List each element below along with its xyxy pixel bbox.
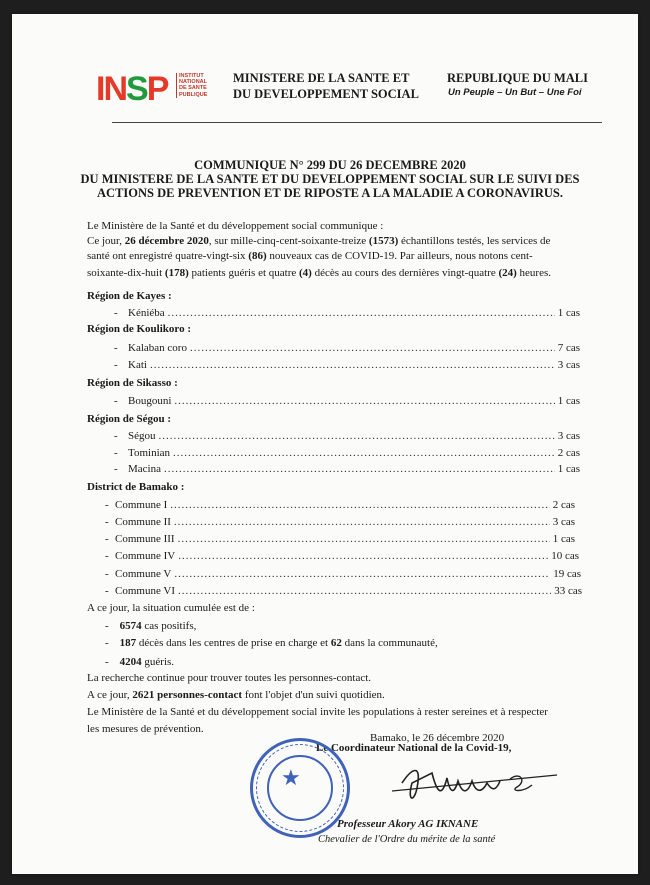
signatory-title: Chevalier de l'Ordre du mérite de la santé [318,834,496,845]
list-item: - Commune I ..... 2 cas [105,498,575,513]
list-item: - Commune IV ..... 10 cas [105,549,579,564]
national-motto: Un Peuple – Un But – Une Foi [448,87,582,98]
header-divider [112,122,602,123]
cumulative-recovered: - 4204 guéris. [105,656,175,668]
closing-line-4: les mesures de prévention. [87,723,204,735]
list-item: - Kalaban coro ..... 7 cas [114,341,580,356]
region-heading: District de Bamako : [87,481,185,493]
signature-date: Bamako, le 26 décembre 2020 [370,732,505,744]
intro-line-4: soixante-dix-huit (178) patients guéris et quatre (4) décès au cours des dernières vingt-quatre (24) heures. [87,267,552,279]
signatory-name: Professeur Akory AG IKNANE [337,818,479,830]
star-icon: ★ [281,765,301,790]
official-stamp [250,738,350,838]
list-item: - Commune VI ..... 33 cas [105,584,582,599]
list-item: - Commune III ..... 1 cas [105,532,575,547]
handwritten-signature [392,753,562,813]
intro-line-3: santé ont enregistré quatre-vingt-six (86) nouveaux cas de COVID-19. Par ailleurs, nous notons cent- [87,250,533,262]
closing-line-2: A ce jour, 2621 personnes-contact font l'objet d'un suivi quotidien. [87,689,385,701]
intro-line-1: Le Ministère de la Santé et du développement social communique : [87,220,384,232]
signature-role: Le Coordinateur National de la Covid-19, [316,742,512,754]
closing-line-1: La recherche continue pour trouver toutes les personnes-contact. [87,672,372,684]
list-item: - Commune V ..... 19 cas [105,567,581,582]
list-item: - Kéniéba ..... 1 cas [114,306,580,321]
region-heading: Région de Ségou : [87,413,172,425]
list-item: - Bougouni ..... 1 cas [114,394,580,409]
region-heading: Région de Sikasso : [87,377,178,389]
insp-logo-mark: INSP [96,70,168,108]
communique-title: COMMUNIQUE N° 299 DU 26 DECEMBRE 2020 DU MINISTERE DE LA SANTE ET DU DEVELOPPEMENT SOCIAL SUR LE SUIVI DES ACTIONS DE PREVENTION ET DE RIPOSTE A LA MALADIE A CORONAVIRUS. [80,158,580,200]
intro-line-2: Ce jour, 26 décembre 2020, sur mille-cinq-cent-soixante-treize (1573) échantillons testés, les services de [87,235,551,247]
region-heading: Région de Kayes : [87,290,172,302]
closing-line-3: Le Ministère de la Santé et du développement social invite les populations à rester sereines et à respecter [87,706,548,718]
cumulative-deaths: - 187 décès dans les centres de prise en charge et 62 dans la communauté, [105,637,438,649]
republic-name: REPUBLIQUE DU MALI [447,71,588,85]
list-item: - Macina ..... 1 cas [114,462,580,477]
insp-logo [96,67,222,111]
list-item: - Ségou ..... 3 cas [114,429,580,444]
cumulative-heading: A ce jour, la situation cumulée est de : [87,602,255,614]
region-heading: Région de Koulikoro : [87,323,192,335]
insp-logo-text: INSTITUT NATIONAL DE SANTE PUBLIQUE [176,73,207,98]
list-item: - Commune II ..... 3 cas [105,515,575,530]
cumulative-positive: - 6574 cas positifs, [105,620,197,632]
list-item: - Kati ..... 3 cas [114,358,580,373]
ministry-name: MINISTERE DE LA SANTE ET DU DEVELOPPEMENT SOCIAL [233,71,419,101]
list-item: - Tominian ..... 2 cas [114,446,580,461]
